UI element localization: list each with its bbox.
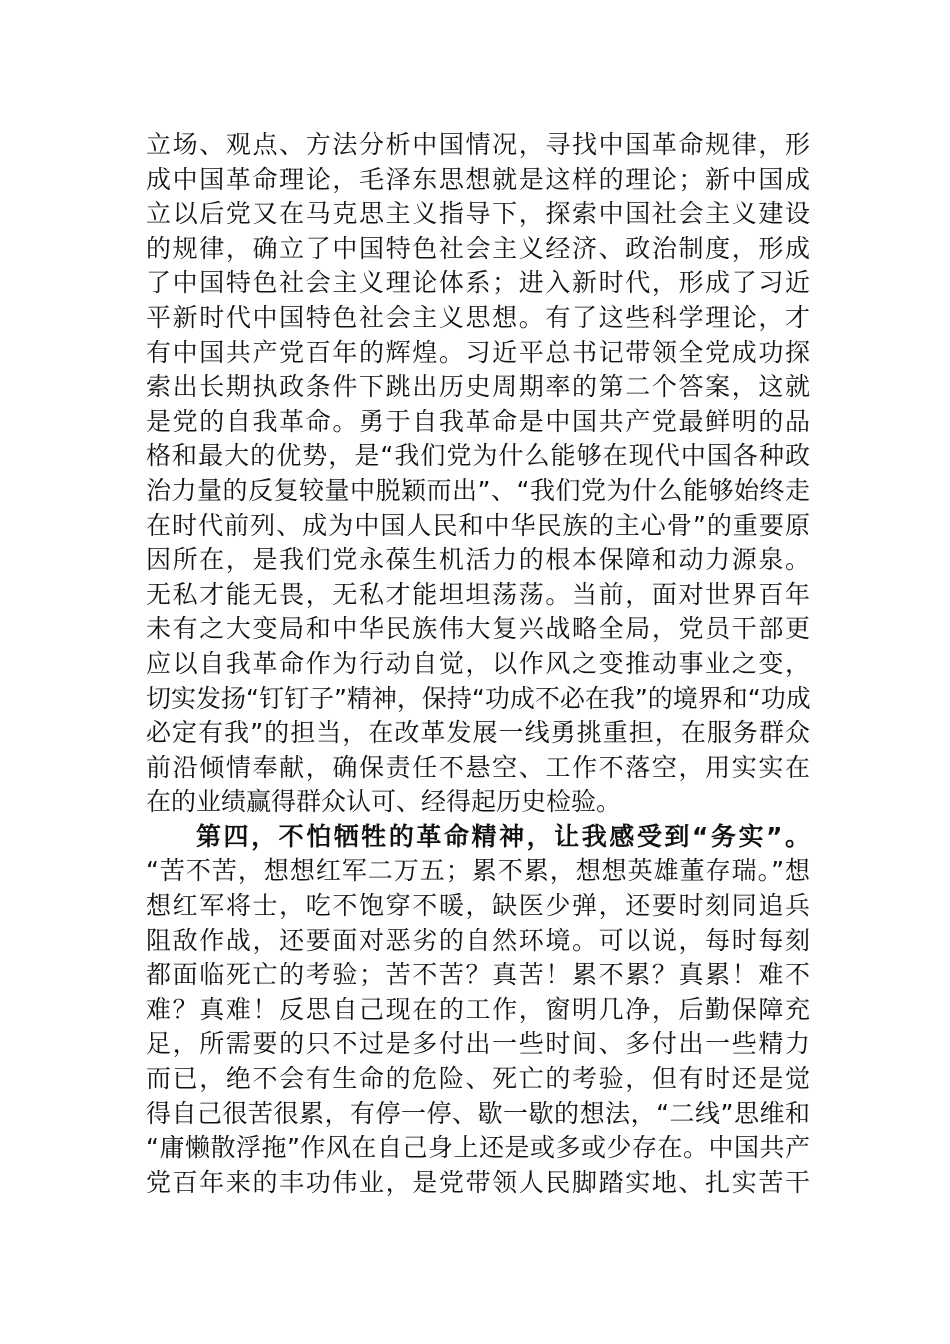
text-line: 立场、观点、方法分析中国情况，寻找中国革命规律，形	[146, 130, 810, 159]
text-line: 了中国特色社会主义理论体系；进入新时代，形成了习近	[146, 268, 810, 298]
text-line: “庸懒散浮拖”作风在自己身上还是或多或少存在。中国共产	[146, 1133, 810, 1163]
text-line: 切实发扬“钉钉子”精神，保持“功成不必在我”的境界和“功成	[146, 683, 811, 713]
text-line: 党百年来的丰功伟业，是党带领人民脚踏实地、扎实苦干	[146, 1167, 810, 1197]
text-line: 应以自我革命作为行动自觉，以作风之变推动事业之变，	[146, 648, 810, 678]
text-line: 索出长期执政条件下跳出历史周期率的第二个答案，这就	[146, 372, 810, 402]
text-line: 格和最大的优势，是“我们党为什么能够在现代中国各种政	[146, 441, 810, 471]
text-line: 而已，绝不会有生命的危险、死亡的考验，但有时还是觉	[146, 1064, 810, 1094]
text-line: 前沿倾情奉献，确保责任不悬空、工作不落空，用实实在	[146, 752, 810, 782]
text-line: 想红军将士，吃不饱穿不暖，缺医少弹，还要时刻同追兵	[146, 891, 810, 921]
text-line: 无私才能无畏，无私才能坦坦荡荡。当前，面对世界百年	[146, 579, 810, 609]
text-line: 都面临死亡的考验；苦不苦？真苦！累不累？真累！难不	[146, 960, 810, 990]
text-line: “苦不苦，想想红军二万五；累不累，想想英雄董存瑞。”想	[146, 856, 810, 886]
section-heading: 第四，不怕牺牲的革命精神，让我感受到“务实”。	[196, 821, 810, 851]
text-line: 立以后党又在马克思主义指导下，探索中国社会主义建设	[146, 199, 810, 229]
text-line: 有中国共产党百年的辉煌。习近平总书记带领全党成功探	[146, 337, 810, 367]
text-line: 得自己很苦很累，有停一停、歇一歇的想法，“二线”思维和	[146, 1098, 810, 1128]
text-line: 因所在，是我们党永葆生机活力的根本保障和动力源泉。	[146, 545, 810, 575]
text-line: 治力量的反复较量中脱颖而出”、“我们党为什么能够始终走	[146, 475, 810, 505]
text-line: 足，所需要的只不过是多付出一些时间、多付出一些精力	[146, 1029, 810, 1059]
text-line: 成中国革命理论，毛泽东思想就是这样的理论；新中国成	[146, 164, 810, 194]
text-line: 未有之大变局和中华民族伟大复兴战略全局，党员干部更	[146, 614, 810, 644]
text-line: 是党的自我革命。勇于自我革命是中国共产党最鲜明的品	[146, 406, 810, 436]
text-line: 在时代前列、成为中国人民和中华民族的主心骨”的重要原	[146, 510, 810, 540]
text-line: 在的业绩赢得群众认可、经得起历史检验。	[146, 787, 622, 817]
text-line: 必定有我”的担当，在改革发展一线勇挑重担，在服务群众	[146, 718, 810, 748]
document-body	[146, 128, 810, 1200]
text-line: 阻敌作战，还要面对恶劣的自然环境。可以说，每时每刻	[146, 925, 810, 955]
text-line: 难？真难！反思自己现在的工作，窗明几净，后勤保障充	[146, 994, 810, 1024]
text-line: 平新时代中国特色社会主义思想。有了这些科学理论，才	[146, 302, 810, 332]
text-line: 的规律，确立了中国特色社会主义经济、政治制度，形成	[146, 233, 810, 263]
